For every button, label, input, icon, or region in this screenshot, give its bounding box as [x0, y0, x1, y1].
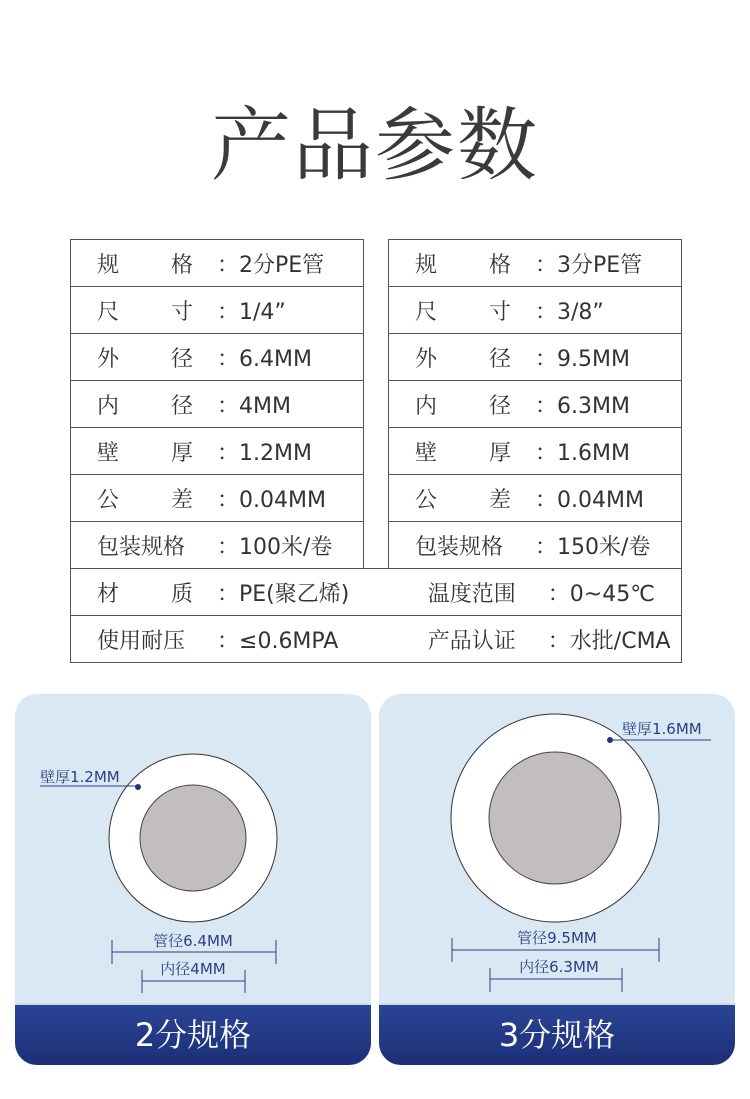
- spec-separator: ：: [217, 534, 240, 560]
- spec-label: [428, 577, 548, 608]
- spec-value: ≤0.6MPA: [239, 628, 339, 654]
- spec-separator: ：: [547, 628, 570, 654]
- wall-thickness-label: 壁厚1.6MM: [622, 720, 702, 738]
- spec-label-part: 质: [170, 581, 193, 607]
- spec-label-part: 外: [97, 346, 120, 372]
- spec-label-part: 规: [97, 252, 120, 278]
- spec-value: 100米/卷: [239, 534, 333, 560]
- spec-label-part: 温度范围: [427, 581, 516, 607]
- spec-label-part: 尺: [97, 299, 120, 325]
- spec-row: [71, 334, 364, 381]
- spec-value: 2分PE管: [239, 252, 325, 278]
- spec-label-part: 格: [488, 252, 511, 278]
- spec-label: [415, 295, 535, 326]
- spec-label: [415, 389, 535, 420]
- spec-separator: ：: [535, 393, 558, 419]
- card-title: 2分规格: [134, 1016, 252, 1054]
- inner-diameter-label: 内径4MM: [160, 960, 226, 978]
- spec-table-3fen: [388, 239, 682, 569]
- spec-separator: ：: [217, 487, 240, 513]
- spec-value: 150米/卷: [557, 534, 651, 560]
- spec-cell: [71, 287, 364, 334]
- outer-diameter-label: 管径9.5MM: [517, 929, 597, 947]
- spec-label: [415, 483, 535, 514]
- spec-label-part: 差: [488, 487, 511, 513]
- spec-separator: ：: [217, 252, 240, 278]
- spec-cell: [389, 522, 682, 569]
- spec-label-part: 径: [488, 346, 511, 372]
- spec-label-part: 壁: [97, 440, 120, 466]
- spec-row: [71, 428, 364, 475]
- spec-label-part: 径: [170, 346, 193, 372]
- spec-row: [71, 569, 682, 616]
- inner-diameter-label: 内径6.3MM: [519, 958, 599, 976]
- spec-separator: ：: [217, 346, 240, 372]
- spec-label-part: 壁: [415, 440, 438, 466]
- spec-separator: ：: [547, 581, 570, 607]
- spec-label: [97, 530, 217, 561]
- spec-table-common: [70, 568, 682, 663]
- spec-separator: ：: [535, 346, 558, 372]
- spec-label: [97, 624, 217, 655]
- spec-label-part: 外: [415, 346, 438, 372]
- spec-label-part: 规: [415, 252, 438, 278]
- spec-label: [97, 342, 217, 373]
- spec-row: [389, 287, 682, 334]
- spec-row: [71, 475, 364, 522]
- card-title: 3分规格: [498, 1016, 616, 1054]
- spec-label-part: 寸: [170, 299, 193, 325]
- spec-label: [97, 295, 217, 326]
- spec-separator: ：: [535, 299, 558, 325]
- spec-cell: [71, 475, 364, 522]
- page-title: 产品参数: [211, 99, 539, 192]
- spec-value: PE(聚乙烯): [239, 581, 350, 607]
- spec-row: [389, 428, 682, 475]
- spec-table-2fen: [70, 239, 364, 569]
- spec-value: 水批/CMA: [569, 628, 671, 654]
- spec-cell: [71, 240, 364, 287]
- wall-marker-dot: [135, 784, 141, 790]
- spec-cell: [376, 569, 682, 616]
- spec-separator: ：: [217, 628, 240, 654]
- spec-separator: ：: [535, 440, 558, 466]
- spec-cell: [389, 381, 682, 428]
- spec-label-part: 寸: [488, 299, 511, 325]
- spec-label-part: 径: [170, 393, 193, 419]
- spec-cell: [389, 475, 682, 522]
- card-3fen: [379, 694, 735, 1065]
- spec-separator: ：: [217, 393, 240, 419]
- spec-value: 6.4MM: [239, 346, 312, 372]
- spec-value: 0~45℃: [569, 581, 655, 607]
- spec-label-part: 厚: [488, 440, 511, 466]
- spec-label-part: 材: [97, 581, 120, 607]
- spec-separator: ：: [217, 440, 240, 466]
- spec-label: [415, 530, 535, 561]
- spec-label-part: 尺: [415, 299, 438, 325]
- spec-row: [71, 287, 364, 334]
- spec-row: [389, 240, 682, 287]
- spec-separator: ：: [535, 487, 558, 513]
- spec-label-part: 包装规格: [415, 534, 504, 560]
- spec-label-part: 使用耐压: [97, 628, 186, 654]
- spec-label-part: 径: [488, 393, 511, 419]
- spec-label-part: 产品认证: [427, 628, 516, 654]
- spec-row: [389, 522, 682, 569]
- spec-separator: ：: [535, 252, 558, 278]
- spec-label: [428, 624, 548, 655]
- spec-label: [97, 248, 217, 279]
- spec-label: [97, 436, 217, 467]
- spec-value: 9.5MM: [557, 346, 630, 372]
- spec-cell: [71, 428, 364, 475]
- spec-value: 3分PE管: [557, 252, 643, 278]
- spec-row: [389, 334, 682, 381]
- spec-row: [71, 381, 364, 428]
- spec-value: 4MM: [239, 393, 291, 419]
- spec-cell: [71, 381, 364, 428]
- spec-label-part: 格: [170, 252, 193, 278]
- spec-label-part: 内: [97, 393, 120, 419]
- spec-row: [71, 522, 364, 569]
- wall-thickness-label: 壁厚1.2MM: [40, 768, 120, 786]
- spec-row: [389, 381, 682, 428]
- spec-cell: [71, 334, 364, 381]
- spec-cell: [71, 616, 376, 663]
- spec-cell: [389, 428, 682, 475]
- spec-cell: [376, 616, 682, 663]
- outer-diameter-label: 管径6.4MM: [153, 932, 233, 950]
- spec-cell: [389, 287, 682, 334]
- pipe-inner-circle: [140, 785, 246, 891]
- spec-label-part: 包装规格: [97, 534, 186, 560]
- spec-label: [415, 248, 535, 279]
- spec-separator: ：: [217, 581, 240, 607]
- spec-separator: ：: [535, 534, 558, 560]
- spec-row: [71, 616, 682, 663]
- spec-cell: [71, 522, 364, 569]
- spec-label: [97, 483, 217, 514]
- wall-marker-dot: [607, 737, 613, 743]
- spec-label: [415, 342, 535, 373]
- spec-label-part: 厚: [170, 440, 193, 466]
- spec-label: [415, 436, 535, 467]
- spec-value: 0.04MM: [557, 487, 644, 513]
- spec-value: 1.2MM: [239, 440, 312, 466]
- spec-label: [97, 577, 217, 608]
- card-2fen: [15, 694, 371, 1065]
- spec-value: 0.04MM: [239, 487, 326, 513]
- spec-cell: [71, 569, 376, 616]
- spec-value: 1.6MM: [557, 440, 630, 466]
- spec-label: [97, 389, 217, 420]
- spec-cell: [389, 334, 682, 381]
- spec-label-part: 内: [415, 393, 438, 419]
- spec-value: 6.3MM: [557, 393, 630, 419]
- spec-cell: [389, 240, 682, 287]
- spec-label-part: 差: [170, 487, 193, 513]
- spec-separator: ：: [217, 299, 240, 325]
- pipe-inner-circle: [489, 752, 621, 884]
- spec-label-part: 公: [415, 487, 438, 513]
- spec-value: 3/8”: [557, 299, 604, 325]
- spec-value: 1/4”: [239, 299, 286, 325]
- spec-label-part: 公: [97, 487, 120, 513]
- spec-row: [389, 475, 682, 522]
- spec-row: [71, 240, 364, 287]
